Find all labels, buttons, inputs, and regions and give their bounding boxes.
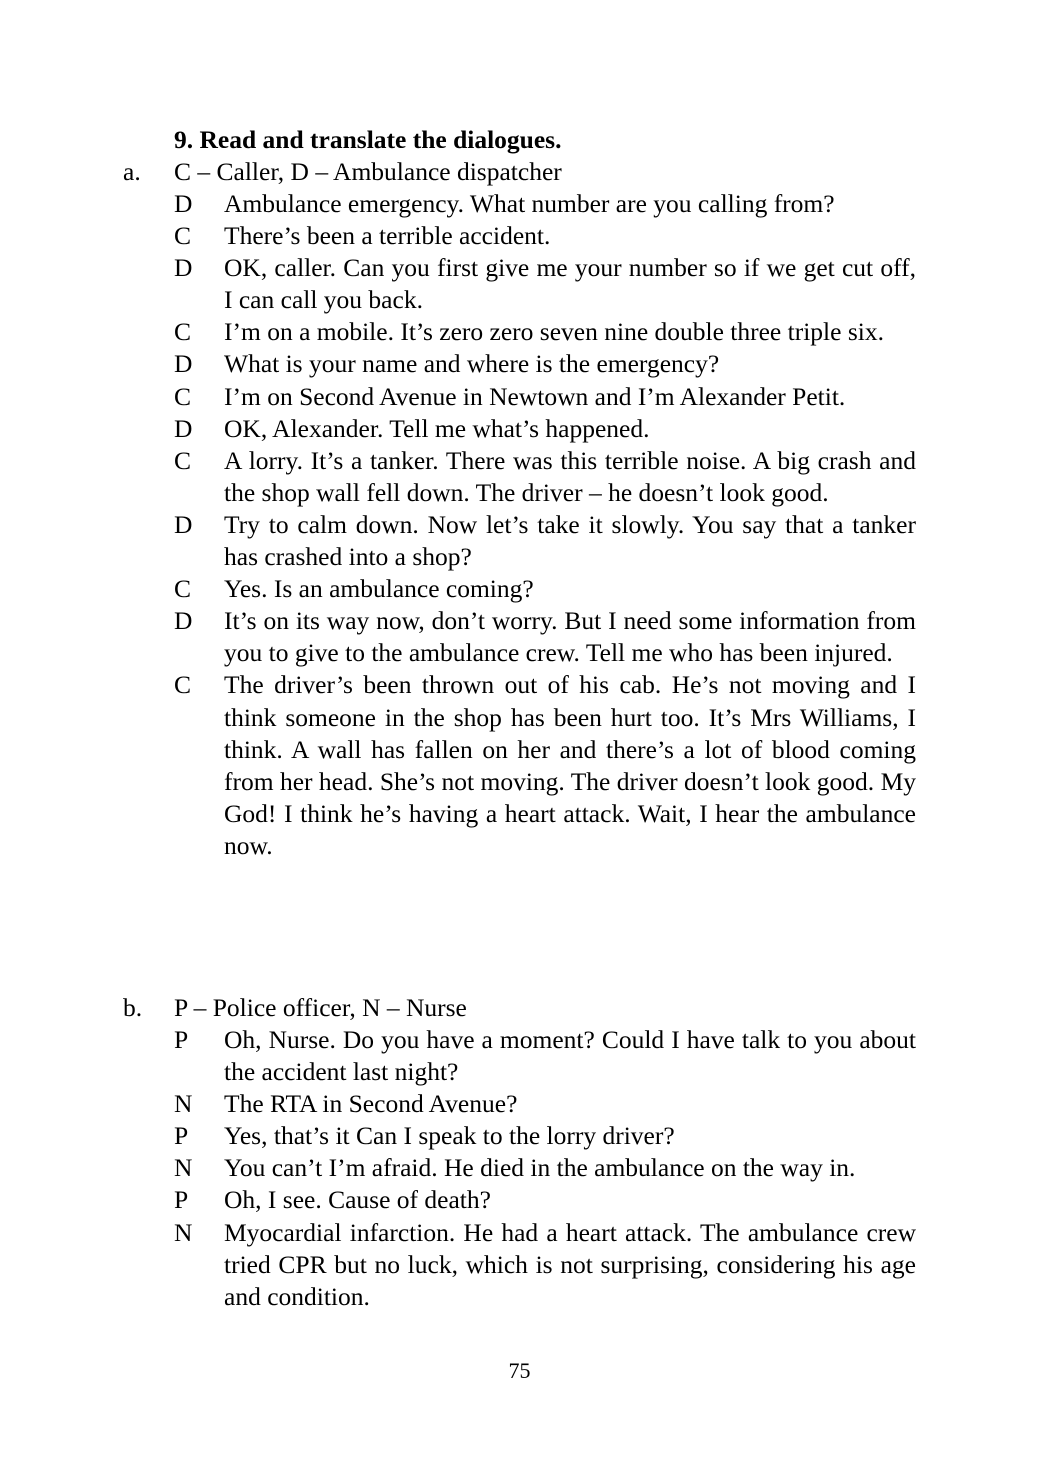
dialogue-line (0, 1088, 1039, 1120)
speaker-label: D (174, 606, 193, 636)
dialogue-b-letter: b. (123, 993, 143, 1022)
speaker-label: C (174, 317, 192, 347)
utterance-text: I’m on Second Avenue in Newtown and I’m Alexander Petit. (224, 381, 846, 411)
utterance-text: There’s been a terrible accident. (224, 221, 551, 251)
dialogue-line (0, 1120, 1039, 1152)
dialogue-line (0, 445, 1039, 509)
dialogue-line (0, 381, 1039, 413)
dialogue-a-header (0, 156, 1039, 188)
speaker-label: D (174, 413, 193, 443)
speaker-label: C (174, 574, 192, 604)
speaker-label: P (174, 1121, 189, 1151)
utterance-text: Oh, I see. Cause of death? (224, 1185, 491, 1215)
dialogue-a-letter: a. (123, 157, 141, 186)
utterance-text: OK, caller. Can you first give me your number so if we get cut off, I can call you back. (224, 253, 916, 315)
speaker-label: D (174, 253, 193, 283)
dialogue-a (0, 156, 1039, 862)
dialogue-line (0, 669, 1039, 862)
speaker-label: C (174, 670, 192, 700)
speaker-label: P (174, 1185, 189, 1215)
dialogue-a-legend: C – Caller, D – Ambulance dispatcher (174, 157, 562, 186)
dialogue-line (0, 1152, 1039, 1184)
utterance-text: I’m on a mobile. It’s zero zero seven nine double three triple six. (224, 317, 884, 347)
utterance-text: The driver’s been thrown out of his cab. He’s not moving and I think someone in the shop has been hurt too. It’s Mrs Williams, I think. A wall has fallen on her and there’s a lot of blood coming from her head. She’s not moving. The driver doesn’t look good. My God! I think he’s having a heart attack. Wait, I hear the ambulance now. (224, 670, 916, 860)
speaker-label: N (174, 1153, 193, 1183)
utterance-text: Yes, that’s it Can I speak to the lorry driver? (224, 1121, 675, 1151)
dialogue-line (0, 573, 1039, 605)
utterance-text: A lorry. It’s a tanker. There was this terrible noise. A big crash and the shop wall fell down. The driver – he doesn’t look good. (224, 445, 916, 507)
speaker-label: P (174, 1025, 189, 1054)
page-number: 75 (508, 1358, 531, 1383)
utterance-text: You can’t I’m afraid. He died in the ambulance on the way in. (224, 1153, 856, 1183)
dialogue-line (0, 348, 1039, 380)
dialogue-line (0, 605, 1039, 669)
dialogue-line (0, 509, 1039, 573)
dialogue-line (0, 316, 1039, 348)
utterance-text: Yes. Is an ambulance coming? (224, 574, 534, 604)
utterance-text: Ambulance emergency. What number are you calling from? (224, 189, 835, 218)
speaker-label: D (174, 189, 193, 218)
utterance-text: Try to calm down. Now let’s take it slowly. You say that a tanker has crashed into a shop? (224, 509, 916, 572)
dialogue-line (0, 252, 1039, 316)
speaker-label: C (174, 381, 192, 411)
dialogue-b-header (0, 992, 1039, 1024)
speaker-label: C (174, 445, 192, 475)
dialogue-line (0, 1217, 1039, 1313)
utterance-text: The RTA in Second Avenue? (224, 1089, 518, 1119)
utterance-text: Oh, Nurse. Do you have a moment? Could I have talk to you about the accident last night? (224, 1025, 916, 1087)
speaker-label: D (174, 509, 193, 539)
dialogue-b-legend: P – Police officer, N – Nurse (174, 993, 467, 1022)
dialogue-line (0, 188, 1039, 220)
dialogue-line (0, 1184, 1039, 1216)
speaker-label: C (174, 221, 192, 251)
dialogue-b (0, 992, 1039, 1313)
utterance-text: It’s on its way now, don’t worry. But I need some information from you to give to the ambulance crew. Tell me who has been injured. (224, 606, 916, 668)
speaker-label: N (174, 1217, 193, 1247)
dialogue-line (0, 413, 1039, 445)
exercise-title: 9. Read and translate the dialogues. (174, 125, 562, 154)
utterance-text: What is your name and where is the emergency? (224, 349, 720, 379)
utterance-text: Myocardial infarction. He had a heart attack. The ambulance crew tried CPR but no luck, which is not surprising, considering his age and condition. (224, 1217, 916, 1311)
dialogue-line (0, 1024, 1039, 1088)
utterance-text: OK, Alexander. Tell me what’s happened. (224, 413, 650, 443)
speaker-label: N (174, 1089, 193, 1119)
dialogue-line (0, 220, 1039, 252)
speaker-label: D (174, 349, 193, 379)
